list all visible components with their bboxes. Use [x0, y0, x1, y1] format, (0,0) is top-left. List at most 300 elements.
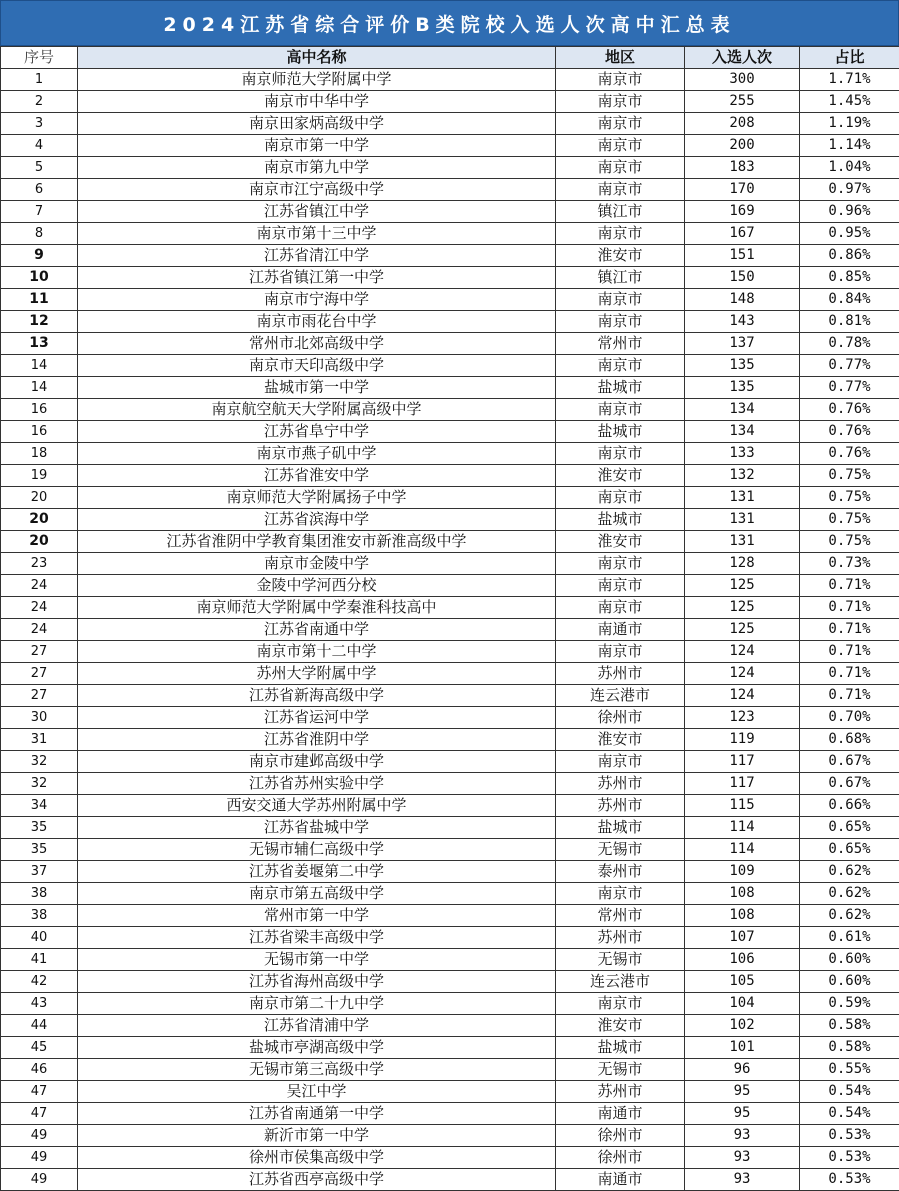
ratio-cell[interactable]: 0.75% [800, 509, 899, 531]
school-name-cell[interactable]: 南京市第五高级中学 [78, 883, 556, 905]
school-name-cell[interactable]: 盐城市亭湖高级中学 [78, 1037, 556, 1059]
school-name-cell[interactable]: 金陵中学河西分校 [78, 575, 556, 597]
region-cell[interactable]: 淮安市 [556, 465, 685, 487]
ratio-cell[interactable]: 0.60% [800, 949, 899, 971]
table-row [1, 1103, 899, 1125]
ratio-cell[interactable]: 0.71% [800, 575, 899, 597]
ratio-cell[interactable]: 0.58% [800, 1037, 899, 1059]
region-cell[interactable]: 南京市 [556, 69, 685, 91]
school-name-cell[interactable]: 无锡市第一中学 [78, 949, 556, 971]
table-row [1, 597, 899, 619]
region-cell[interactable]: 南京市 [556, 443, 685, 465]
region-cell[interactable]: 南京市 [556, 641, 685, 663]
count-cell[interactable]: 143 [685, 311, 800, 333]
ratio-cell[interactable]: 1.19% [800, 113, 899, 135]
school-name-cell[interactable]: 江苏省新海高级中学 [78, 685, 556, 707]
ratio-cell[interactable]: 1.04% [800, 157, 899, 179]
count-cell[interactable]: 137 [685, 333, 800, 355]
region-cell[interactable]: 淮安市 [556, 245, 685, 267]
rank-cell[interactable]: 24 [1, 575, 78, 597]
table-row [1, 377, 899, 399]
ratio-cell[interactable]: 0.95% [800, 223, 899, 245]
ratio-cell[interactable]: 0.62% [800, 861, 899, 883]
rank-cell[interactable]: 20 [1, 487, 78, 509]
region-cell[interactable]: 常州市 [556, 333, 685, 355]
table-row [1, 861, 899, 883]
rank-cell[interactable]: 9 [1, 245, 78, 267]
school-name-cell[interactable]: 南京市天印高级中学 [78, 355, 556, 377]
rank-cell[interactable]: 14 [1, 377, 78, 399]
school-name-cell[interactable]: 江苏省姜堰第二中学 [78, 861, 556, 883]
rank-cell[interactable]: 43 [1, 993, 78, 1015]
ratio-cell[interactable]: 0.54% [800, 1081, 899, 1103]
count-cell[interactable]: 114 [685, 817, 800, 839]
ratio-cell[interactable]: 0.62% [800, 905, 899, 927]
count-cell[interactable]: 134 [685, 421, 800, 443]
region-cell[interactable]: 徐州市 [556, 707, 685, 729]
school-name-cell[interactable]: 江苏省盐城中学 [78, 817, 556, 839]
school-name-cell[interactable]: 新沂市第一中学 [78, 1125, 556, 1147]
school-name-cell[interactable]: 江苏省清江中学 [78, 245, 556, 267]
count-cell[interactable]: 200 [685, 135, 800, 157]
rank-cell[interactable]: 12 [1, 311, 78, 333]
school-name-cell[interactable]: 苏州大学附属中学 [78, 663, 556, 685]
region-cell[interactable]: 徐州市 [556, 1147, 685, 1169]
region-cell[interactable]: 泰州市 [556, 861, 685, 883]
school-name-cell[interactable]: 南京市第十二中学 [78, 641, 556, 663]
count-cell[interactable]: 208 [685, 113, 800, 135]
school-name-cell[interactable]: 江苏省清浦中学 [78, 1015, 556, 1037]
region-cell[interactable]: 无锡市 [556, 1059, 685, 1081]
count-cell[interactable]: 134 [685, 399, 800, 421]
table-row [1, 905, 899, 927]
count-cell[interactable]: 151 [685, 245, 800, 267]
school-name-cell[interactable]: 江苏省滨海中学 [78, 509, 556, 531]
rank-cell[interactable]: 18 [1, 443, 78, 465]
rank-cell[interactable]: 23 [1, 553, 78, 575]
rank-cell[interactable]: 49 [1, 1169, 78, 1191]
count-cell[interactable]: 131 [685, 487, 800, 509]
table-row [1, 333, 899, 355]
school-name-cell[interactable]: 南京田家炳高级中学 [78, 113, 556, 135]
count-cell[interactable]: 132 [685, 465, 800, 487]
school-name-cell[interactable]: 南京市宁海中学 [78, 289, 556, 311]
table-row [1, 311, 899, 333]
ratio-cell[interactable]: 0.58% [800, 1015, 899, 1037]
table-row [1, 91, 899, 113]
region-cell[interactable]: 盐城市 [556, 1037, 685, 1059]
count-cell[interactable]: 133 [685, 443, 800, 465]
ratio-cell[interactable]: 0.71% [800, 597, 899, 619]
count-cell[interactable]: 93 [685, 1125, 800, 1147]
region-cell[interactable]: 淮安市 [556, 1015, 685, 1037]
rank-cell[interactable]: 14 [1, 355, 78, 377]
count-cell[interactable]: 117 [685, 751, 800, 773]
rank-cell[interactable]: 30 [1, 707, 78, 729]
rank-cell[interactable]: 37 [1, 861, 78, 883]
count-cell[interactable]: 148 [685, 289, 800, 311]
region-cell[interactable]: 南京市 [556, 311, 685, 333]
region-cell[interactable]: 盐城市 [556, 509, 685, 531]
rank-cell[interactable]: 20 [1, 509, 78, 531]
region-cell[interactable]: 南京市 [556, 883, 685, 905]
school-name-cell[interactable]: 常州市北郊高级中学 [78, 333, 556, 355]
region-cell[interactable]: 徐州市 [556, 1125, 685, 1147]
ranking-table [0, 46, 899, 1191]
count-cell[interactable]: 150 [685, 267, 800, 289]
count-cell[interactable]: 104 [685, 993, 800, 1015]
rank-cell[interactable]: 13 [1, 333, 78, 355]
ratio-cell[interactable]: 0.75% [800, 531, 899, 553]
count-cell[interactable]: 109 [685, 861, 800, 883]
ratio-cell[interactable]: 0.75% [800, 465, 899, 487]
school-name-cell[interactable]: 南京市建邺高级中学 [78, 751, 556, 773]
table-row [1, 553, 899, 575]
school-name-cell[interactable]: 南京市江宁高级中学 [78, 179, 556, 201]
rank-cell[interactable]: 46 [1, 1059, 78, 1081]
count-cell[interactable]: 128 [685, 553, 800, 575]
region-cell[interactable]: 南京市 [556, 597, 685, 619]
ratio-cell[interactable]: 0.61% [800, 927, 899, 949]
rank-cell[interactable]: 3 [1, 113, 78, 135]
rank-cell[interactable]: 7 [1, 201, 78, 223]
count-cell[interactable]: 114 [685, 839, 800, 861]
region-cell[interactable]: 南京市 [556, 157, 685, 179]
table-row [1, 1125, 899, 1147]
school-name-cell[interactable]: 南京师范大学附属中学秦淮科技高中 [78, 597, 556, 619]
rank-cell[interactable]: 6 [1, 179, 78, 201]
ratio-cell[interactable]: 0.62% [800, 883, 899, 905]
region-cell[interactable]: 南京市 [556, 91, 685, 113]
count-cell[interactable]: 123 [685, 707, 800, 729]
ratio-cell[interactable]: 0.85% [800, 267, 899, 289]
count-cell[interactable]: 131 [685, 509, 800, 531]
count-cell[interactable]: 125 [685, 597, 800, 619]
table-row [1, 1037, 899, 1059]
table-row [1, 1169, 899, 1191]
region-cell[interactable]: 无锡市 [556, 839, 685, 861]
table-row [1, 795, 899, 817]
table-row [1, 773, 899, 795]
table-row [1, 135, 899, 157]
ratio-cell[interactable]: 0.96% [800, 201, 899, 223]
region-cell[interactable]: 盐城市 [556, 421, 685, 443]
count-cell[interactable]: 124 [685, 641, 800, 663]
ratio-cell[interactable]: 0.86% [800, 245, 899, 267]
rank-cell[interactable]: 44 [1, 1015, 78, 1037]
region-cell[interactable]: 南京市 [556, 993, 685, 1015]
school-name-cell[interactable]: 南京航空航天大学附属高级中学 [78, 399, 556, 421]
count-cell[interactable]: 95 [685, 1103, 800, 1125]
ratio-cell[interactable]: 0.55% [800, 1059, 899, 1081]
school-name-cell[interactable]: 吴江中学 [78, 1081, 556, 1103]
rank-cell[interactable]: 42 [1, 971, 78, 993]
ratio-cell[interactable]: 1.14% [800, 135, 899, 157]
table-row [1, 223, 899, 245]
ratio-cell[interactable]: 0.75% [800, 487, 899, 509]
count-cell[interactable]: 125 [685, 619, 800, 641]
region-cell[interactable]: 南京市 [556, 135, 685, 157]
region-cell[interactable]: 南京市 [556, 289, 685, 311]
region-cell[interactable]: 盐城市 [556, 377, 685, 399]
ratio-cell[interactable]: 0.84% [800, 289, 899, 311]
ratio-cell[interactable]: 0.77% [800, 377, 899, 399]
region-cell[interactable]: 南京市 [556, 553, 685, 575]
count-cell[interactable]: 101 [685, 1037, 800, 1059]
table-row [1, 619, 899, 641]
count-cell[interactable]: 96 [685, 1059, 800, 1081]
ratio-cell[interactable]: 0.70% [800, 707, 899, 729]
table-row [1, 883, 899, 905]
ratio-cell[interactable]: 1.45% [800, 91, 899, 113]
rank-cell[interactable]: 49 [1, 1125, 78, 1147]
ratio-cell[interactable]: 0.54% [800, 1103, 899, 1125]
ratio-cell[interactable]: 0.76% [800, 421, 899, 443]
school-name-cell[interactable]: 江苏省镇江中学 [78, 201, 556, 223]
count-cell[interactable]: 102 [685, 1015, 800, 1037]
rank-cell[interactable]: 4 [1, 135, 78, 157]
count-cell[interactable]: 183 [685, 157, 800, 179]
rank-cell[interactable]: 10 [1, 267, 78, 289]
region-cell[interactable]: 南通市 [556, 1169, 685, 1191]
school-name-cell[interactable]: 南京市第九中学 [78, 157, 556, 179]
school-name-cell[interactable]: 江苏省淮阴中学教育集团淮安市新淮高级中学 [78, 531, 556, 553]
rank-cell[interactable]: 35 [1, 817, 78, 839]
school-name-cell[interactable]: 江苏省梁丰高级中学 [78, 927, 556, 949]
region-cell[interactable]: 苏州市 [556, 1081, 685, 1103]
region-cell[interactable]: 苏州市 [556, 795, 685, 817]
count-cell[interactable]: 119 [685, 729, 800, 751]
ratio-cell[interactable]: 0.65% [800, 839, 899, 861]
school-name-cell[interactable]: 江苏省海州高级中学 [78, 971, 556, 993]
rank-cell[interactable]: 38 [1, 883, 78, 905]
ratio-cell[interactable]: 0.65% [800, 817, 899, 839]
table-row [1, 641, 899, 663]
region-cell[interactable]: 常州市 [556, 905, 685, 927]
region-cell[interactable]: 镇江市 [556, 201, 685, 223]
count-cell[interactable]: 93 [685, 1169, 800, 1191]
rank-cell[interactable]: 41 [1, 949, 78, 971]
rank-cell[interactable]: 45 [1, 1037, 78, 1059]
region-cell[interactable]: 南京市 [556, 355, 685, 377]
ratio-cell[interactable]: 1.71% [800, 69, 899, 91]
table-row [1, 1015, 899, 1037]
rank-cell[interactable]: 49 [1, 1147, 78, 1169]
table-row [1, 267, 899, 289]
school-name-cell[interactable]: 江苏省淮阴中学 [78, 729, 556, 751]
school-name-cell[interactable]: 西安交通大学苏州附属中学 [78, 795, 556, 817]
table-row [1, 575, 899, 597]
rank-cell[interactable]: 2 [1, 91, 78, 113]
count-cell[interactable]: 115 [685, 795, 800, 817]
school-name-cell[interactable]: 无锡市辅仁高级中学 [78, 839, 556, 861]
region-cell[interactable]: 南通市 [556, 1103, 685, 1125]
table-row [1, 487, 899, 509]
ratio-cell[interactable]: 0.53% [800, 1125, 899, 1147]
ratio-cell[interactable]: 0.71% [800, 663, 899, 685]
school-name-cell[interactable]: 江苏省镇江第一中学 [78, 267, 556, 289]
school-name-cell[interactable]: 江苏省阜宁中学 [78, 421, 556, 443]
school-name-cell[interactable]: 南京市燕子矶中学 [78, 443, 556, 465]
rank-cell[interactable]: 8 [1, 223, 78, 245]
table-row [1, 421, 899, 443]
table-row [1, 245, 899, 267]
count-cell[interactable]: 170 [685, 179, 800, 201]
table-row [1, 663, 899, 685]
school-name-cell[interactable]: 盐城市第一中学 [78, 377, 556, 399]
header-region[interactable]: 地区 [556, 47, 685, 69]
region-cell[interactable]: 南京市 [556, 487, 685, 509]
header-row [1, 47, 899, 69]
region-cell[interactable]: 南京市 [556, 575, 685, 597]
region-cell[interactable]: 南京市 [556, 223, 685, 245]
rank-cell[interactable]: 16 [1, 421, 78, 443]
table-title: 2024江苏省综合评价B类院校入选人次高中汇总表 [0, 0, 899, 46]
school-name-cell[interactable]: 无锡市第三高级中学 [78, 1059, 556, 1081]
count-cell[interactable]: 124 [685, 685, 800, 707]
table-row [1, 465, 899, 487]
region-cell[interactable]: 苏州市 [556, 927, 685, 949]
region-cell[interactable]: 淮安市 [556, 531, 685, 553]
region-cell[interactable]: 苏州市 [556, 773, 685, 795]
count-cell[interactable]: 131 [685, 531, 800, 553]
school-name-cell[interactable]: 江苏省南通第一中学 [78, 1103, 556, 1125]
rank-cell[interactable]: 34 [1, 795, 78, 817]
region-cell[interactable]: 连云港市 [556, 685, 685, 707]
ratio-cell[interactable]: 0.71% [800, 685, 899, 707]
region-cell[interactable]: 南京市 [556, 113, 685, 135]
rank-cell[interactable]: 1 [1, 69, 78, 91]
count-cell[interactable]: 255 [685, 91, 800, 113]
count-cell[interactable]: 108 [685, 905, 800, 927]
region-cell[interactable]: 南京市 [556, 399, 685, 421]
rank-cell[interactable]: 32 [1, 773, 78, 795]
header-name[interactable]: 高中名称 [78, 47, 556, 69]
ratio-cell[interactable]: 0.71% [800, 641, 899, 663]
school-name-cell[interactable]: 南京师范大学附属中学 [78, 69, 556, 91]
region-cell[interactable]: 无锡市 [556, 949, 685, 971]
table-row [1, 531, 899, 553]
school-name-cell[interactable]: 南京市金陵中学 [78, 553, 556, 575]
ratio-cell[interactable]: 0.78% [800, 333, 899, 355]
rank-cell[interactable]: 27 [1, 641, 78, 663]
count-cell[interactable]: 135 [685, 377, 800, 399]
school-name-cell[interactable]: 江苏省西亭高级中学 [78, 1169, 556, 1191]
school-name-cell[interactable]: 南京市第十三中学 [78, 223, 556, 245]
count-cell[interactable]: 107 [685, 927, 800, 949]
rank-cell[interactable]: 31 [1, 729, 78, 751]
rank-cell[interactable]: 38 [1, 905, 78, 927]
count-cell[interactable]: 169 [685, 201, 800, 223]
school-name-cell[interactable]: 常州市第一中学 [78, 905, 556, 927]
school-name-cell[interactable]: 徐州市侯集高级中学 [78, 1147, 556, 1169]
school-name-cell[interactable]: 南京市第一中学 [78, 135, 556, 157]
ratio-cell[interactable]: 0.66% [800, 795, 899, 817]
school-name-cell[interactable]: 江苏省苏州实验中学 [78, 773, 556, 795]
ratio-cell[interactable]: 0.76% [800, 399, 899, 421]
ratio-cell[interactable]: 0.97% [800, 179, 899, 201]
header-count[interactable]: 入选人次 [685, 47, 800, 69]
ratio-cell[interactable]: 0.71% [800, 619, 899, 641]
table-row [1, 399, 899, 421]
ratio-cell[interactable]: 0.77% [800, 355, 899, 377]
count-cell[interactable]: 135 [685, 355, 800, 377]
school-name-cell[interactable]: 江苏省运河中学 [78, 707, 556, 729]
count-cell[interactable]: 106 [685, 949, 800, 971]
rank-cell[interactable]: 11 [1, 289, 78, 311]
rank-cell[interactable]: 35 [1, 839, 78, 861]
rank-cell[interactable]: 27 [1, 663, 78, 685]
ratio-cell[interactable]: 0.73% [800, 553, 899, 575]
ratio-cell[interactable]: 0.68% [800, 729, 899, 751]
ratio-cell[interactable]: 0.76% [800, 443, 899, 465]
rank-cell[interactable]: 47 [1, 1103, 78, 1125]
count-cell[interactable]: 117 [685, 773, 800, 795]
rank-cell[interactable]: 16 [1, 399, 78, 421]
count-cell[interactable]: 300 [685, 69, 800, 91]
rank-cell[interactable]: 20 [1, 531, 78, 553]
count-cell[interactable]: 167 [685, 223, 800, 245]
region-cell[interactable]: 镇江市 [556, 267, 685, 289]
rank-cell[interactable]: 47 [1, 1081, 78, 1103]
rank-cell[interactable]: 5 [1, 157, 78, 179]
ratio-cell[interactable]: 0.53% [800, 1147, 899, 1169]
ratio-cell[interactable]: 0.59% [800, 993, 899, 1015]
school-name-cell[interactable]: 南京市雨花台中学 [78, 311, 556, 333]
rank-cell[interactable]: 32 [1, 751, 78, 773]
school-name-cell[interactable]: 南京市第二十九中学 [78, 993, 556, 1015]
table-row [1, 817, 899, 839]
header-rank[interactable]: 序号 [1, 47, 78, 69]
count-cell[interactable]: 93 [685, 1147, 800, 1169]
count-cell[interactable]: 125 [685, 575, 800, 597]
table-row [1, 1081, 899, 1103]
count-cell[interactable]: 95 [685, 1081, 800, 1103]
region-cell[interactable]: 南通市 [556, 619, 685, 641]
ratio-cell[interactable]: 0.60% [800, 971, 899, 993]
ratio-cell[interactable]: 0.53% [800, 1169, 899, 1191]
school-name-cell[interactable]: 江苏省南通中学 [78, 619, 556, 641]
count-cell[interactable]: 108 [685, 883, 800, 905]
rank-cell[interactable]: 24 [1, 619, 78, 641]
count-cell[interactable]: 124 [685, 663, 800, 685]
table-row [1, 949, 899, 971]
table-row [1, 443, 899, 465]
school-name-cell[interactable]: 南京市中华中学 [78, 91, 556, 113]
count-cell[interactable]: 105 [685, 971, 800, 993]
region-cell[interactable]: 南京市 [556, 179, 685, 201]
region-cell[interactable]: 连云港市 [556, 971, 685, 993]
table-row [1, 971, 899, 993]
rank-cell[interactable]: 19 [1, 465, 78, 487]
rank-cell[interactable]: 24 [1, 597, 78, 619]
school-name-cell[interactable]: 南京师范大学附属扬子中学 [78, 487, 556, 509]
rank-cell[interactable]: 27 [1, 685, 78, 707]
school-name-cell[interactable]: 江苏省淮安中学 [78, 465, 556, 487]
table-row [1, 839, 899, 861]
ratio-cell[interactable]: 0.67% [800, 773, 899, 795]
table-row [1, 113, 899, 135]
region-cell[interactable]: 盐城市 [556, 817, 685, 839]
region-cell[interactable]: 南京市 [556, 751, 685, 773]
rank-cell[interactable]: 40 [1, 927, 78, 949]
ratio-cell[interactable]: 0.81% [800, 311, 899, 333]
region-cell[interactable]: 淮安市 [556, 729, 685, 751]
header-ratio[interactable]: 占比 [800, 47, 899, 69]
ratio-cell[interactable]: 0.67% [800, 751, 899, 773]
table-row [1, 751, 899, 773]
region-cell[interactable]: 苏州市 [556, 663, 685, 685]
